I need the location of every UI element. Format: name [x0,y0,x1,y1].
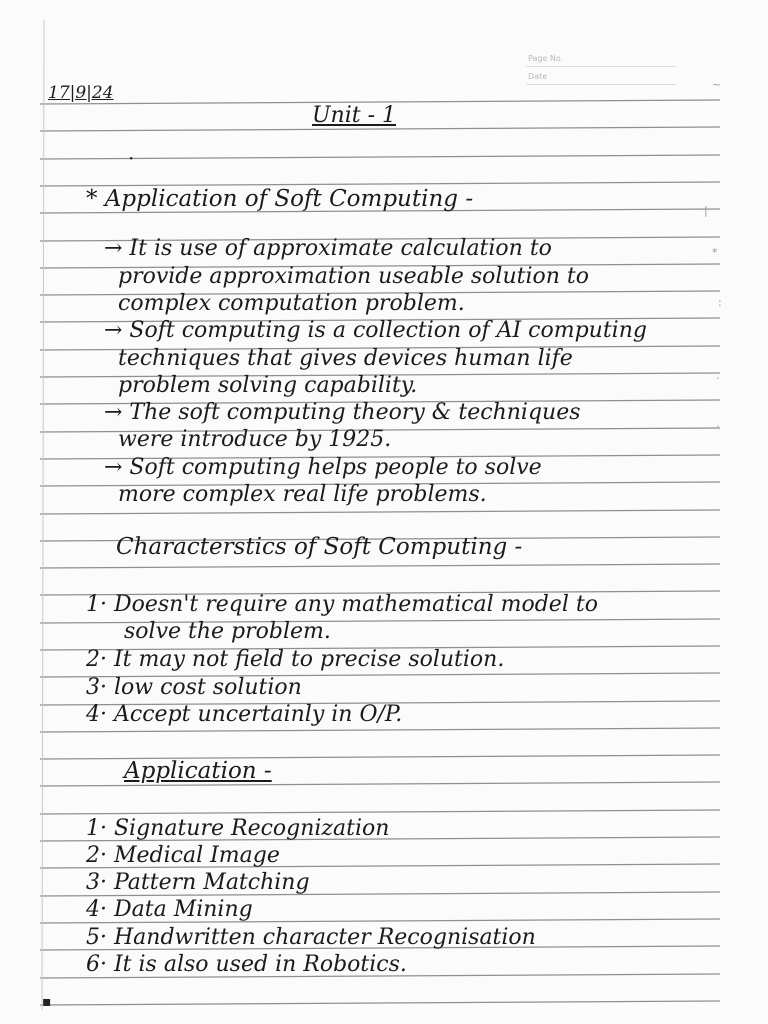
date-label: Date [528,72,548,81]
margin-scribble: * [712,246,718,259]
para-line: → Soft computing helps people to solve [104,455,542,480]
para-line: techniques that gives devices human life [118,346,573,371]
margin-scribble: ~ [712,78,722,91]
para-line: complex computation problem. [118,291,465,316]
para-line: were introduce by 1925. [118,427,392,452]
characteristic-item: 3· low cost solution [86,675,302,700]
characteristic-item: solve the problem. [124,619,331,644]
characteristic-item: 1· Doesn't require any mathematical model to [86,592,598,617]
application-item: 4· Data Mining [86,897,253,922]
margin-scribble: · [716,420,720,433]
heading-application-of-soft-computing: * Application of Soft Computing - [86,186,474,212]
para-line: problem solving capability. [118,373,418,398]
ruled-line [40,155,720,159]
ruled-line [40,728,720,732]
ink-dot: · [128,146,135,170]
para-line: provide approximation useable solution to [118,264,589,289]
ruled-line [40,510,720,514]
application-item: 1· Signature Recognization [86,816,390,841]
heading-characteristics: Characterstics of Soft Computing - [116,534,523,560]
margin-scribble: : [718,296,722,309]
para-line: → The soft computing theory & techniques [104,400,581,425]
characteristic-item: 4· Accept uncertainly in O/P. [86,702,403,727]
ruled-line [40,810,720,814]
ruled-line [40,1001,720,1005]
margin-scribble: · [716,372,720,385]
ink-dot: ▪ [42,994,52,1010]
para-line: → It is use of approximate calculation to [104,236,552,261]
characteristic-item: 2· It may not field to precise solution. [86,647,505,672]
page-title: Unit - 1 [312,103,397,128]
margin-scribble: | [704,204,708,217]
page-date-stamp [520,48,680,92]
application-item: 5· Handwritten character Recognisation [86,925,536,950]
application-item: 2· Medical Image [86,843,280,868]
page-date: 17|9|24 [48,83,114,103]
para-line: → Soft computing is a collection of AI computing [104,318,647,343]
application-item: 3· Pattern Matching [86,870,310,895]
application-item: 6· It is also used in Robotics. [86,952,407,977]
para-line: more complex real life problems. [118,482,487,507]
ruled-line [40,564,720,568]
page-no-label: Page No. [528,54,564,63]
heading-application: Application - [124,758,272,784]
